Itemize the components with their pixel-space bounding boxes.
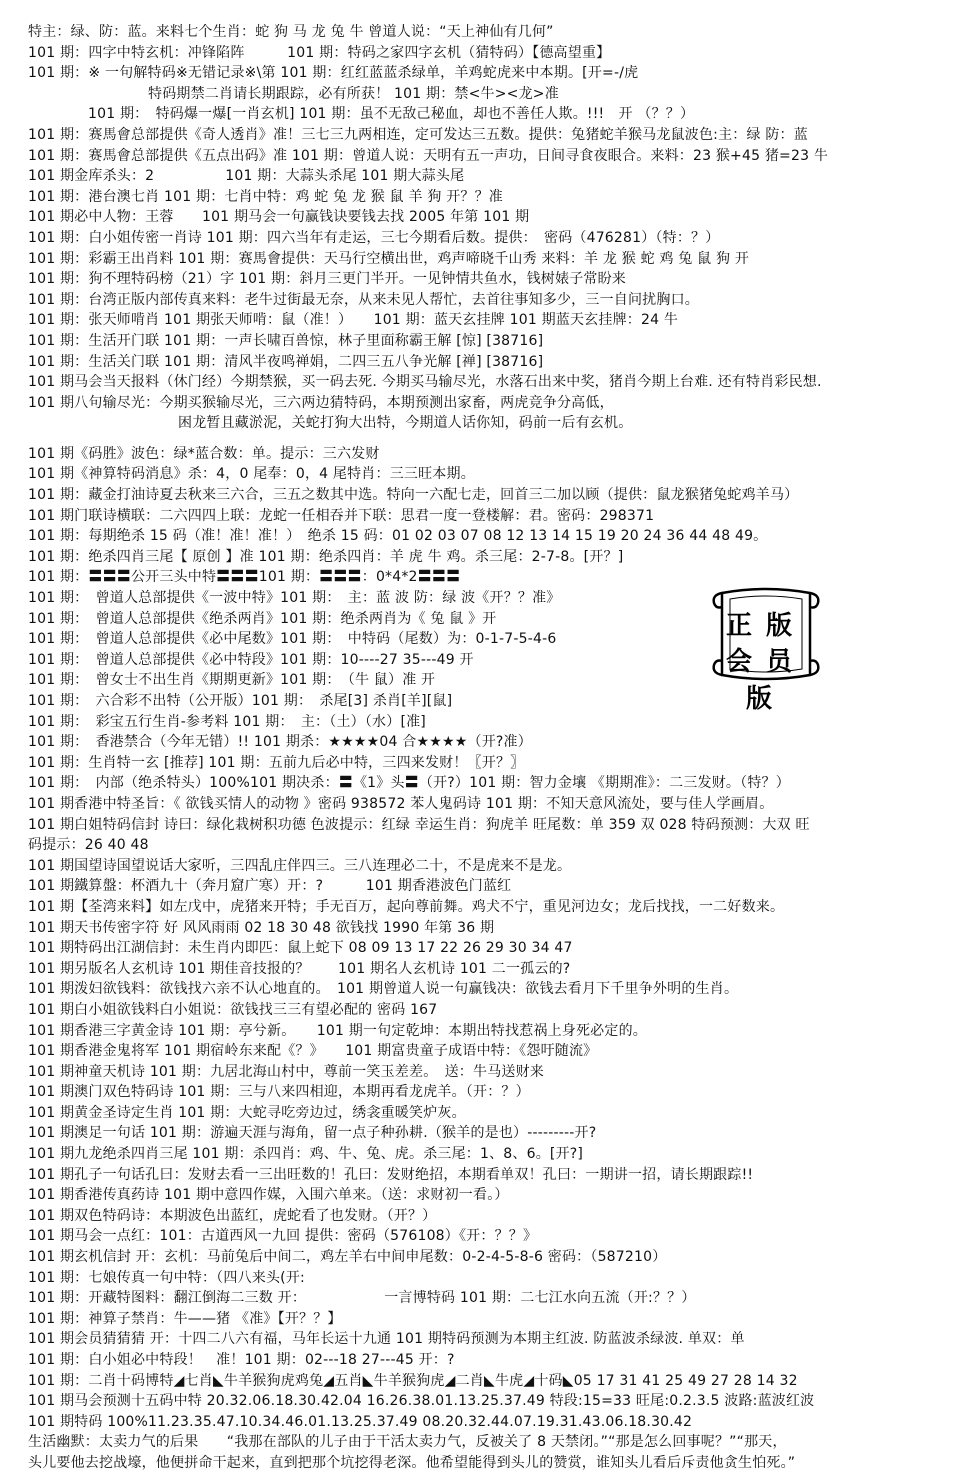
text-line: 101 期金库杀头：2 101 期：大蒜头杀尾 101 期大蒜头尾: [28, 168, 465, 185]
text-line: 101 期：※ 一句解特码※无错记录※\第 101 期：红红蓝蓝杀绿单，羊鸡蛇虎来中本期。[开=-/虎: [28, 65, 639, 82]
text-line: 101 期：开藏特图料：翻江倒海二三数 开： 一言博特码 101 期：二七江水向五流（开:？？）: [28, 1290, 696, 1307]
text-line: 101 期香港三字黄金诗 101 期：亭兮新。 101 期一句定乾坤：本期出特找惹祸上身死必定的。: [28, 1022, 647, 1039]
text-line: 101 期必中人物：王蓉 101 期马会一句赢钱诀要钱去找 2005 年第 101 期: [28, 209, 530, 226]
text-line: 101 期： 曾道人总部提供《必中尾数》101 期： 中特码（尾数）为：0-1-7-5-4-6: [28, 631, 557, 648]
text-line: 101 期：白小姐必中特段！ 准！101 期：02---18 27---45 开：?: [28, 1352, 455, 1368]
text-line: 101 期：赛馬會总部提供《奇人透肖》准！三七三九两相连，定可发达三五数。提供：兔猪蛇羊猴马龙鼠波色:主：绿 防：蓝: [28, 126, 808, 143]
blank-spacer: [28, 434, 933, 444]
text-line: 101 期：狗不理特码榜（21）字 101 期：斜月三更门半开。一见钟情共鱼水，钱树婊子常盼来: [28, 271, 627, 288]
text-line: 困龙暂且藏淤泥，关蛇打狗大出特，今期道人话你知，码前一后有玄机。: [178, 415, 633, 432]
text-line: 101 期八句输尽光：今期买猴输尽光，三六两边猜特码，本期预测出家畜，两虎竞争分高低，: [28, 394, 614, 411]
text-line: 101 期黄金圣诗定生肖 101 期：大蛇寻吃旁边过，绣衾重暖笑炉灰。: [28, 1104, 466, 1121]
text-line: 101 期：港台澳七肖 101 期：七肖中特：鸡 蛇 兔 龙 猴 鼠 羊 狗 开？？准: [28, 188, 503, 205]
text-line: 101 期特码 100%11.23.35.47.10.34.46.01.13.25.37.49 08.20.32.44.07.19.31.43.06.18.30.42: [28, 1413, 693, 1430]
official-member-stamp: [708, 583, 824, 714]
text-line: 特码期禁二肖请长期跟踪，必有所获！ 101 期：禁<牛><龙>准: [148, 85, 559, 102]
text-line: 101 期白小姐欲钱料白小姐说：欲钱找三三有望必配的 密码 167: [28, 1001, 438, 1018]
text-line: 101 期马会一点红：101：古道西风一九回 提供：密码（576108）《开：？？》: [28, 1228, 538, 1245]
text-line: 101 期：白小姐传密一肖诗 101 期：四六当年有走运，三七今期看后数。提供： 密码（476281）（特：？）: [28, 229, 720, 246]
text-line: 101 期：张天师啃肖 101 期张天师啃：鼠（准！） 101 期：蓝天玄挂牌 101 期蓝天玄挂牌：24 牛: [28, 312, 679, 329]
stamp-line-1: 正版: [725, 611, 806, 641]
text-line: 101 期： 曾道人总部提供《绝杀两肖》101 期：绝杀两肖为《 兔 鼠 》开: [28, 610, 497, 627]
text-line: 101 期九龙绝杀四肖三尾 101 期：杀四肖：鸡、牛、兔、虎。杀三尾：1、8、6。[开?]: [28, 1146, 584, 1163]
text-line: 101 期【荃湾来料】如左戊中，虎猪来开特；手无百万，起向尊前舞。鸡犬不宁，重见河边女；龙后找找，一二好数来。: [28, 898, 785, 915]
text-line: 101 期神童天机诗 101 期：九居北海山村中，尊前一笑玉差差。 送：牛马送财来: [28, 1063, 544, 1080]
stamp-line-2: 会员版: [725, 647, 806, 714]
text-line: 101 期： 曾道人总部提供《必中特段》101 期：10----27 35---49 开: [28, 651, 474, 668]
text-line: 101 期鐵算盤：杯酒九十（奔月窟广寒）开：? 101 期香港波色门蓝红: [28, 878, 512, 895]
text-line: 101 期：绝杀四肖三尾【 原创 】准 101 期：绝杀四肖：羊 虎 牛 鸡。杀三尾：2-7-8。[开？]: [28, 548, 624, 565]
text-line: 101 期《神算特码消息》杀：4，0 尾奉：0，4 尾特肖：三三旺本期。: [28, 466, 475, 483]
text-line: 101 期：彩霸王出肖料 101 期：赛馬會提供：天马行空横出世，鸡声啼晓千山秀 来料：羊 龙 猴 蛇 鸡 兔 鼠 狗 开: [28, 250, 750, 267]
text-line: 101 期：二肖十码博特◢七肖◣牛羊猴狗虎鸡兔◢五肖◣牛羊猴狗虎◢二肖◣牛虎◢十码◣05 17 31 41 25 49 27 28 14 32: [28, 1372, 798, 1389]
text-line: 101 期：〓〓〓公开三头中特〓〓〓101 期：〓〓〓：0*4*2〓〓〓: [28, 569, 461, 586]
text-line: 101 期：生肖特一玄 [推荐] 101 期：五前九后必中特，三四来发财！〖开？〗: [28, 754, 525, 771]
text-line: 101 期：生活开门联 101 期：一声长啸百兽惊，林子里面称霸王解 [惊] [38716]: [28, 332, 544, 349]
text-line: 101 期天书传密字符 好 风风雨雨 02 18 30 48 欲钱找 1990 年第 36 期: [28, 919, 495, 936]
text-line: 101 期： 彩宝五行生肖-参考料 101 期： 主：（土）（水）[准]: [28, 713, 426, 730]
text-line: 101 期： 香港禁合（今年无错）!! 101 期杀：★★★★04 合★★★★（开?准）: [28, 734, 532, 751]
text-line: 101 期： 内部（绝杀特头）100%101 期决杀：〓《1》头〓（开?）101 期：智力金壤 《期期准》：二三发财。（特？）: [28, 775, 790, 792]
text-line: 101 期： 特码爆一爆[一肖玄机] 101 期：虽不无敌己秘血，却也不善任人欺。!!! 开 （？？）: [88, 106, 695, 123]
text-line: 101 期： 六合彩不出特（公开版）101 期： 杀尾[3] 杀肖[羊][鼠]: [28, 693, 453, 709]
document-sheet: [28, 22, 933, 1474]
text-line: 101 期《码胜》波色：绿*蓝合数：单。提示：三六发财: [28, 445, 380, 462]
text-line: 101 期澳门双色特码诗 101 期：三与八来四相迎，本期再看龙虎羊。（开：？）: [28, 1084, 530, 1101]
text-line: 特主：绿、防：蓝。来料七个生肖：蛇 狗 马 龙 兔 牛 曾道人说：“天上神仙有几何”: [28, 24, 554, 40]
text-line: 101 期澳足一句话 101 期：游遍天涯与海角，留一点子种孙耕.（猴羊的是也）---------开?: [28, 1125, 597, 1142]
text-line: 101 期：每期绝杀 15 码（准！准！准！） 绝杀 15 码：01 02 03 07 08 12 13 14 15 19 20 24 36 44 48 49。: [28, 528, 768, 545]
text-line: 101 期泼妇欲钱料：欲钱找六亲不认心地直的。 101 期曾道人说一句赢钱决：欲钱去看月下千里争外明的生肖。: [28, 981, 739, 998]
text-line: 码提示：26 40 48: [28, 837, 149, 854]
text-line: 101 期：生活关门联 101 期：清风半夜鸣禅娟，二四三五八争光解 [禅] [38716]: [28, 353, 544, 370]
text-line: 生活幽默：太卖力气的后果 “我那在部队的儿子由于干活太卖力气，反被关了 8 天禁闭。”“那是怎么回事呢？”“那天，: [28, 1434, 787, 1451]
text-line: 101 期玄机信封 开：玄机：马前兔后中间二，鸡左羊右中间申尾数：0-2-4-5-8-6 密码：（587210）: [28, 1249, 667, 1266]
text-line: 101 期：四字中特玄机：冲锋陷阵 101 期：特码之家四字玄机（猜特码）【德高望重】: [28, 44, 611, 61]
text-line: 101 期马会预测十五码中特 20.32.06.18.30.42.04 16.26.38.01.13.25.37.49 特段:15=33 旺尾:0.2.3.5 波路:蓝波红波: [28, 1393, 815, 1410]
text-line: 101 期：七娘传真一句中特：（四八来头(开:: [28, 1269, 305, 1286]
text-line: 101 期：赛馬會总部提供《五点出码》准 101 期：曾道人说：天明有五一声功，日间寻食夜眼合。来料：23 猴+45 猪=23 牛: [28, 147, 829, 164]
text-line: 101 期： 曾女士不出生肖《期期更新》101 期： （牛 鼠）准 开: [28, 672, 436, 689]
text-line: 101 期香港中特圣旨：《 欲钱买情人的动物 》密码 938572 苯人鬼码诗 101 期：不知天意风流处，要与佳人学画眉。: [28, 795, 774, 812]
text-line: 101 期国望诗国望说话大家听，三四乱庄伴四三。三八连理必二十，不是虎来不是龙。: [28, 857, 572, 874]
text-line: 101 期： 曾道人总部提供《一波中特》101 期： 主：蓝 波 防：绿 波《开？？准》: [28, 590, 561, 607]
text-line: 101 期香港传真药诗 101 期中意四作媒，入围六单来。（送：求财初一看。）: [28, 1187, 509, 1204]
text-line: 101 期：神算子禁肖：牛——猪 《准》【开？？】: [28, 1310, 342, 1327]
text-line: 101 期会员猜猜猜 开：十四二八六有福，马年长运十九通 101 期特码预测为本期主红波. 防蓝波杀绿波. 单双：单: [28, 1331, 745, 1348]
text-line: 101 期白姐特码信封 诗曰：绿化栽树积功德 色波提示：红绿 幸运生肖：狗虎羊 旺尾数：单 359 双 028 特码预测：大双 旺: [28, 816, 810, 833]
text-line: 101 期孔子一句话孔曰：发财去看一三出旺数的！孔曰：发财绝招，本期看单双！孔曰：一期讲一招，请长期跟踪!!: [28, 1166, 754, 1183]
text-line: 101 期双色特码诗：本期波色出蓝红，虎蛇看了也发财。（开？）: [28, 1207, 437, 1224]
text-line: 101 期香港金鬼将军 101 期宿岭东来配《？》 101 期富贵童子成语中特：《怨吁随流》: [28, 1043, 598, 1060]
text-line: 101 期：台湾正版内部传真来料：老牛过街最无奈，从来未见人帮忙，去首往事知多少，三一自问扰胸口。: [28, 291, 699, 308]
text-line: 101 期特码出江湖信封：未生肖内即匹：鼠上蛇下 08 09 13 17 22 26 29 30 34 47: [28, 940, 573, 957]
text-line: 101 期马会当天报料（休门经）今期禁猴，买一码去死. 今期买马输尽光，水落石出来中奖，猪肖今期上台难. 还有特肖彩民想.: [28, 374, 822, 391]
text-line: 头儿要他去挖战壕，他便拼命干起来，直到把那个坑挖得老深。他希望能得到头儿的赞赏，谁知头儿看后斥责他贪生怕死。”: [28, 1454, 796, 1471]
text-line: 101 期：藏金打油诗夏去秋来三六合，三五之数其中选。特向一六配七走，回首三二加以顾（提供：鼠龙猴猪兔蛇鸡羊马）: [28, 487, 799, 504]
text-line: 101 期另版名人玄机诗 101 期佳音技报的？ 101 期名人玄机诗 101 二一孤云的?: [28, 960, 571, 977]
text-line: 101 期门联诗横联：二六四四上联：龙蛇一任相吞并下联：思君一度一登楼解：君。密码：298371: [28, 507, 655, 524]
